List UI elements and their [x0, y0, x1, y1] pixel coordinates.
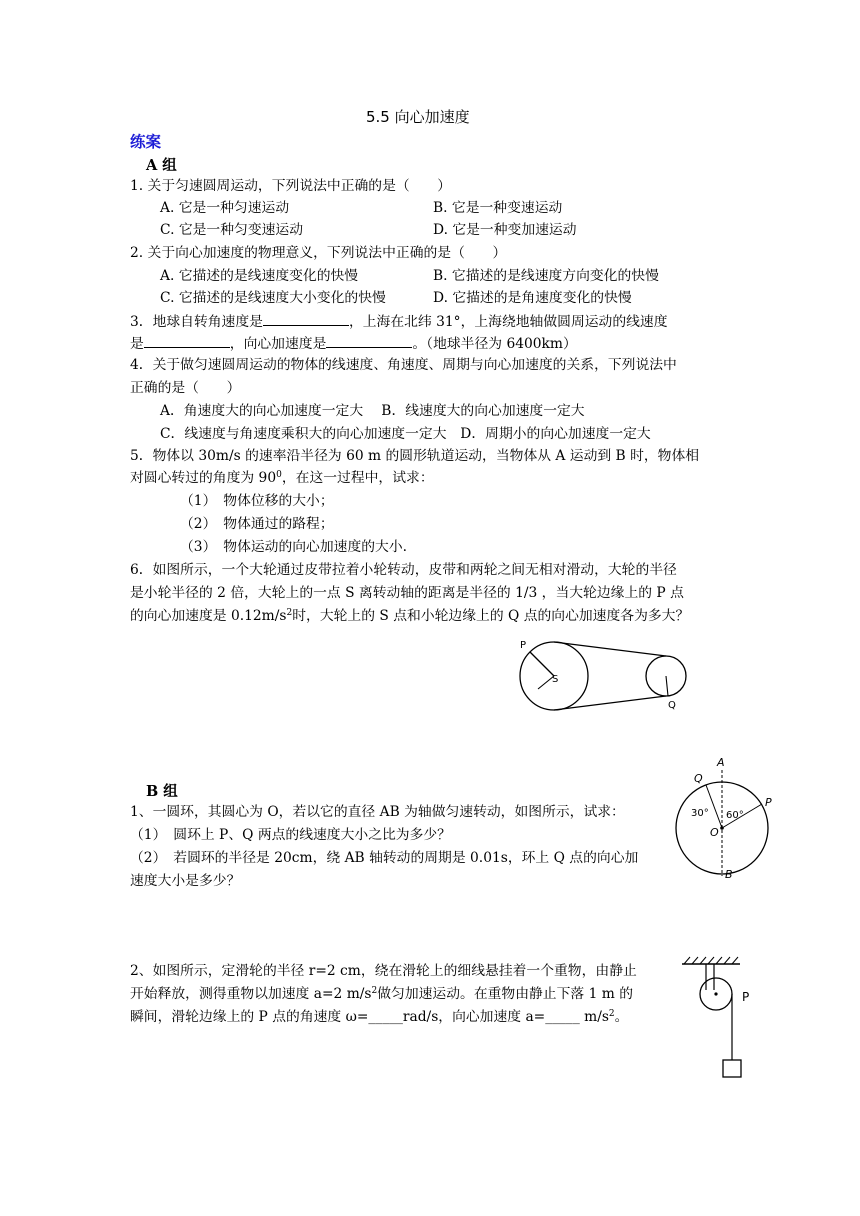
q2-stem: 2. 关于向心加速度的物理意义，下列说法中正确的是（ ）: [130, 245, 507, 261]
q4-stem-1: 4．关于做匀速圆周运动的物体的线速度、角速度、周期与向心加速度的关系，下列说法中: [130, 357, 677, 373]
q3-blank-2[interactable]: [144, 333, 230, 348]
label-p: P: [742, 990, 750, 1004]
angle-30: 30°: [691, 808, 709, 819]
label-q: Q: [668, 700, 676, 711]
belt-bottom: [554, 696, 666, 710]
weight-block: [723, 1060, 741, 1077]
q2-option-c: C. 它描述的是线速度大小变化的快慢: [160, 290, 386, 306]
q3-line-1: 3．地球自转角速度是 ，上海在北纬 31°，上海绕地轴做圆周运动的线速度: [130, 311, 668, 332]
q5-sub-2: （2） 物体通过的路程；: [180, 516, 334, 532]
q2-option-b: B. 它描述的是线速度方向变化的快慢: [433, 268, 659, 284]
q5-sub-3: （3） 物体运动的向心加速度的大小.: [180, 539, 408, 555]
b-q1-line-1: 1、一圆环，其圆心为 O，若以它的直径 AB 为轴做匀速转动，如图所示，试求：: [130, 804, 625, 820]
group-a-label: A 组: [146, 157, 177, 174]
q4-options-cd: C．线速度与角速度乘积大的向心加速度一定大 D．周期小的向心加速度一定大: [160, 426, 651, 442]
q3-blank-1[interactable]: [263, 311, 349, 326]
ceiling-hatch: [684, 957, 738, 964]
center-dot: [720, 826, 724, 830]
belt-top: [554, 642, 666, 656]
q1-option-b: B. 它是一种变速运动: [433, 200, 563, 216]
q3-blank-3[interactable]: [326, 333, 412, 348]
q2-option-d: D. 它描述的是角速度变化的快慢: [433, 290, 632, 306]
ring-figure: [670, 758, 782, 880]
q1-option-d: D. 它是一种变加速运动: [433, 222, 577, 238]
q1-stem: 1. 关于匀速圆周运动，下列说法中正确的是（ ）: [130, 178, 452, 194]
q6-line-2: 是小轮半径的 2 倍，大轮上的一点 S 离转动轴的距离是半径的 1/3 ，当大轮边缘上的 P 点: [130, 585, 684, 601]
q5-stem-2: 对圆心转过的角度为 $90^0$，在这一过程中，试求：: [130, 470, 434, 486]
b-q1-line-2: （1） 圆环上 P、Q 两点的线速度大小之比为多少？: [130, 827, 451, 843]
b-q2-line-1: 2、如图所示，定滑轮的半径 r=2 cm，绕在滑轮上的细线悬挂着一个重物，由静止: [130, 963, 637, 979]
section-heading: 练案: [130, 133, 162, 151]
q2-option-a: A. 它描述的是线速度变化的快慢: [160, 268, 359, 284]
group-b-label: B 组: [146, 783, 178, 800]
belt-pulley-figure: [508, 634, 698, 714]
radius-to-q: [666, 676, 668, 696]
q1-option-c: C. 它是一种匀变速运动: [160, 222, 304, 238]
b-q1-line-4: 速度大小是多少？: [130, 873, 241, 889]
radius-to-p: [530, 652, 554, 676]
b-q1-line-3: （2） 若圆环的半径是 20cm，绕 AB 轴转动的周期是 0.01s，环上 Q 点的向心加: [130, 850, 639, 866]
pulley-axle: [714, 992, 717, 995]
q5-stem-1: 5．物体以 30m/s 的速率沿半径为 60 m 的圆形轨道运动，当物体从 A 运动到 B 时，物体相: [130, 448, 700, 464]
q4-stem-2: 正确的是（ ）: [130, 380, 241, 396]
label-p: P: [520, 640, 527, 651]
q5-sub-1: （1） 物体位移的大小；: [180, 493, 334, 509]
q1-option-a: A. 它是一种匀速运动: [160, 200, 290, 216]
b-q2-line-2: 开始释放，测得重物以加速度 a=2 $m/s^2$做匀加速运动。在重物由静止下落 1 m 的: [130, 986, 634, 1002]
label-a: A: [717, 758, 725, 769]
q3-line-2: 是 ，向心加速度是 。（地球半径为 6400km）: [130, 333, 577, 354]
b-q2-line-3: 瞬间，滑轮边缘上的 P 点的角速度 ω=_____rad/s，向心加速度 a=_____ $m/s^2$。: [130, 1009, 629, 1025]
angle-60: 60°: [726, 810, 744, 821]
label-s: S: [552, 674, 559, 685]
pulley-figure: [678, 956, 768, 1084]
label-q: Q: [694, 772, 703, 785]
page-title: 5.5 向心加速度: [366, 108, 470, 126]
radius-oq: [706, 785, 722, 828]
label-o: O: [710, 826, 719, 839]
q4-options-ab: A．角速度大的向心加速度一定大 B．线速度大的向心加速度一定大: [160, 403, 585, 419]
q6-line-3: 的向心加速度是 $0.12m/s^2$时，大轮上的 S 点和小轮边缘上的 Q 点的向心加速度各为多大？: [130, 608, 690, 624]
q6-line-1: 6．如图所示，一个大轮通过皮带拉着小轮转动，皮带和两轮之间无相对滑动，大轮的半径: [130, 562, 677, 578]
label-p: P: [765, 796, 772, 809]
label-b: B: [725, 868, 733, 880]
